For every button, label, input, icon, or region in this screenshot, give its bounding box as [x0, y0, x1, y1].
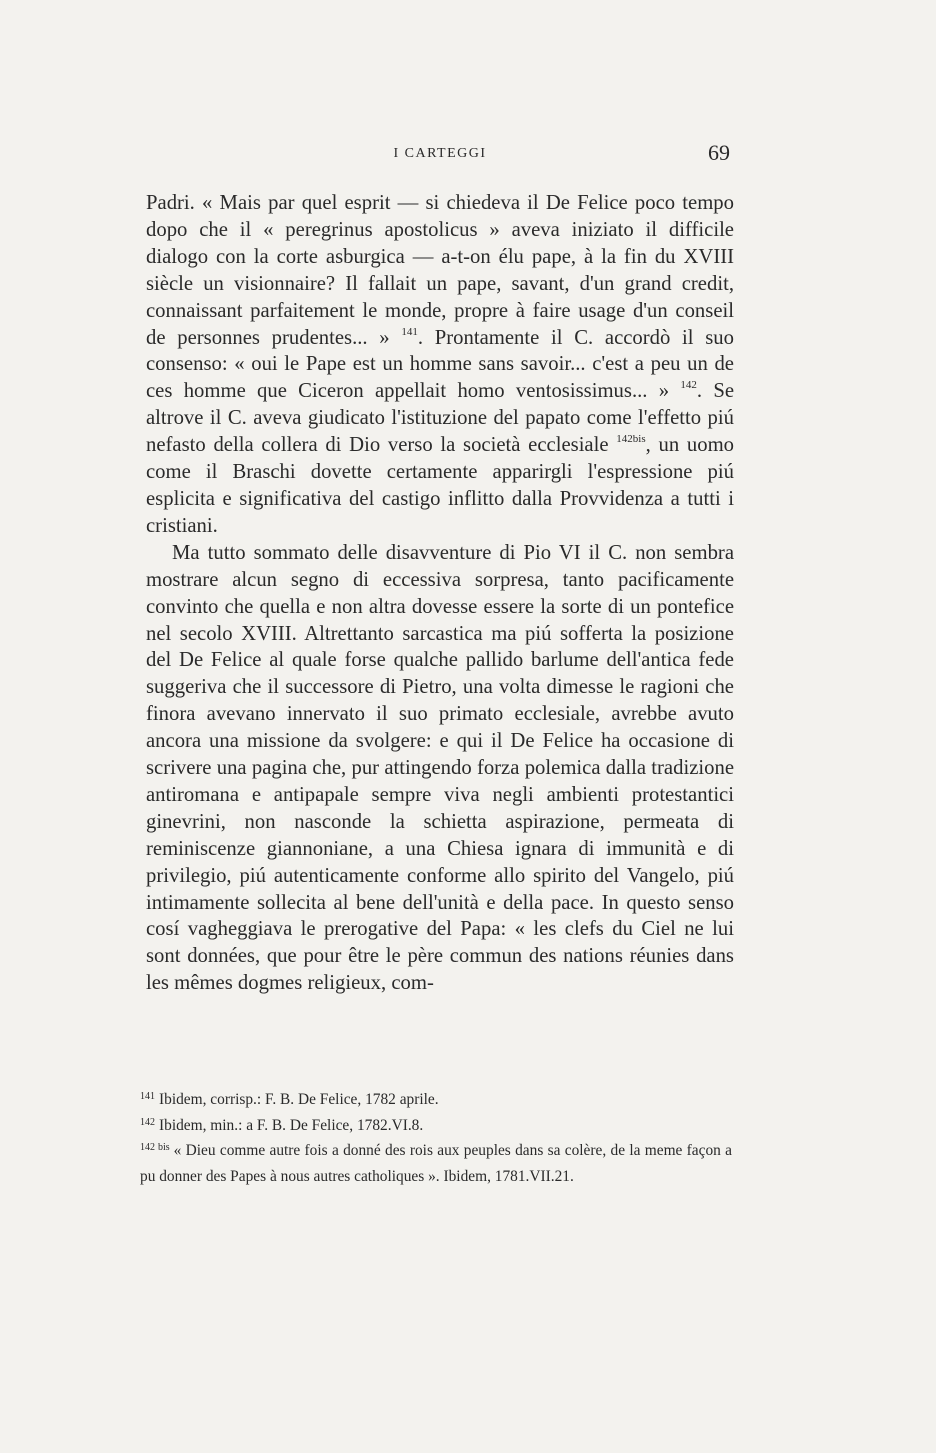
footnotes [140, 1088, 732, 1188]
paragraph-1-part-2: . Prontamente il C. accordò il suo consenso: « oui le Pape est un homme sans savoir... c'est a peu un de ces homme que Ciceron appellait homo ventosissimus... » [146, 326, 734, 403]
footnote-142bis [140, 1139, 732, 1188]
footnote-number: 142 bis [140, 1142, 170, 1153]
paragraph-2: Ma tutto sommato delle disavventure di Pio VI il C. non sembra mostrare alcun segno di eccessiva sorpresa, tanto pacificamente convinto che quella e non altra dovesse essere la sorte di un pontefice nel secolo XVIII. Altrettanto sarcastica ma piú sofferta la posizione del De Felice al quale forse qualche pallido barlume dell'antica fede suggeriva che il successore di Pietro, una volta dimesse le ragioni che finora avevano innervato il suo primato ecclesiale, avrebbe avuto ancora una missione da svolgere: e qui il De Felice ha occasione di scrivere una pagina che, pur attingendo forza polemica dalla tradizione antiromana e antipapale sempre viva negli ambienti protestantici ginevrini, non nasconde la schietta aspirazione, permeata di reminiscenze giannoniane, a una Chiesa ignara di immunità e di privilegio, piú autenticamente conforme allo spirito del Vangelo, piú intimamente sollecita al bene dell'unità e della pace. In questo senso cosí vagheggiava le prerogative del Papa: « les clefs du Ciel ne lui sont données, que pour être le père commun des nations réunies dans les mêmes dogmes religieux, com- [146, 541, 734, 995]
paragraph-1-part-3: . Se altrove il C. aveva giudicato l'istituzione del papato come l'effetto piú nefasto della collera di Dio verso la società ecclesiale [146, 380, 735, 457]
footnote-ref-142: 142 [680, 379, 697, 392]
footnote-ref-141: 141 [401, 325, 418, 338]
paragraph-1-part-4: , un uomo come il Braschi dovette certamente apparirgli l'espressione piú esplicita e significativa del castigo inflitto dalla Provvidenza a tutti i cristiani. [146, 434, 735, 537]
footnote-141 [140, 1088, 732, 1114]
paragraph-1-part-1: Padri. « Mais par quel esprit — si chiedeva il De Felice poco tempo dopo che il « peregrinus apostolicus » aveva iniziato il difficile dialogo con la corte asburgica — a-t-on élu pape, à la fin du XVIII siècle un visionnaire? Il fallait un pape, savant, d'un grand credit, connaissant parfaitement le monde, propre à faire usage d'un conseil de personnes prudentes... » [146, 192, 734, 349]
footnote-text: « Dieu comme autre fois a donné des rois aux peuples dans sa colère, de la meme façon a pu donner des Papes à nous autres catholiques ». Ibidem, 1781.VII.21. [140, 1142, 733, 1185]
footnote-142 [140, 1114, 732, 1140]
page-number: 69 [708, 140, 730, 165]
paragraph-1 [146, 190, 734, 540]
footnote-number: 142 [140, 1116, 155, 1128]
running-head [150, 140, 730, 170]
footnote-ref-142bis: 142bis [616, 433, 646, 446]
footnote-number: 141 [140, 1091, 155, 1102]
footnote-text: Ibidem, min.: a F. B. De Felice, 1782.VI.8. [159, 1116, 424, 1134]
body-text [146, 190, 734, 997]
running-title: I CARTEGGI [393, 146, 487, 161]
footnote-text: Ibidem, corrisp.: F. B. De Felice, 1782 aprile. [159, 1091, 439, 1108]
